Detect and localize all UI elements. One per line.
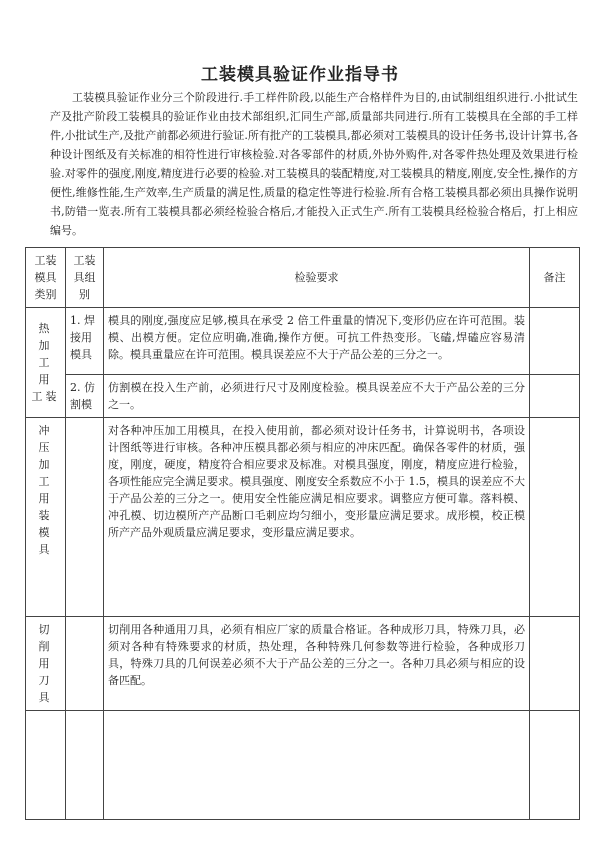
category-press-dies: 冲 压 加 工 用 装 模 具 — [26, 418, 66, 617]
category-cutting-tools: 切 削 用 刀 具 — [26, 617, 66, 711]
table-header-row — [26, 248, 580, 308]
group-cutting-tools — [66, 617, 104, 711]
inspection-table — [25, 247, 580, 820]
category-hot-work: 热 加 工 用 工装 — [26, 308, 66, 418]
table-row — [26, 308, 580, 375]
group-press-dies — [66, 418, 104, 617]
remark-profile-cutting — [530, 375, 580, 418]
group-welding-fixture: 1. 焊接用模具 — [66, 308, 104, 375]
intro-paragraph: 工装模具验证作业分三个阶段进行.手工样件阶段,以能生产合格样件为目的,由试制组组织进行.小批试生产及批产阶段工装模具的验证作业由技术部组织,汇同生产部,质量部共同进行.所有工装模具在全部的手工样件,小批试生产,及批产前都必须进行验证.所有批产的工装模具,都必须对工装模具的设计任务书,设计计算书,各种设计图纸及有关标准的相符性进行审核检验.对各零部件的材质,外协外购件,对各零件热处理及效果进行检验.对零件的强度,刚度,精度进行必要的检验.对工装模具的装配精度,对工装模具的精度,刚度,安全性,操作的方便性,维修性能,生产效率,生产质量的满足性,质量的稳定性等进行检验.所有合格工装模具都必须出具操作说明书,防错一览表.所有工装模具都必须经检验合格后,才能投入正式生产.所有工装模具经检验合格后，打上相应编号。 — [50, 91, 578, 237]
document-title: 工装模具验证作业指导书 — [201, 65, 399, 85]
table-row — [26, 418, 580, 617]
table-row-empty — [26, 711, 580, 820]
empty-cell — [104, 711, 530, 820]
requirement-cutting-tools: 切削用各种通用刀具，必须有相应厂家的质量合格证。各种成形刀具，特殊刀具，必须对各种有特殊要求的材质，热处理，各种特殊几何参数等进行检验，各种成形刀具，特殊刀具的几何误差必须不大于产品公差的三分之一。各种刀具必须与相应的设备匹配。 — [104, 617, 530, 711]
header-remark: 备注 — [530, 248, 580, 308]
requirement-profile-cutting: 仿割模在投入生产前，必须进行尺寸及刚度检验。模具误差应不大于产品公差的三分之一。 — [104, 375, 530, 418]
table-row — [26, 617, 580, 711]
requirement-welding-fixture: 模具的刚度,强度应足够,模具在承受 2 倍工件重量的情况下,变形仍应在许可范围。装模、出模方便。定位应明确,准确,操作方便。可抗工件热变形。飞磕,焊磕应容易清除。模具重量应在许可范围。模具误差应不大于产品公差的三分之一。 — [104, 308, 530, 375]
empty-cell — [26, 711, 66, 820]
header-category: 工装模具类别 — [26, 248, 66, 308]
empty-cell — [66, 711, 104, 820]
table-row — [26, 375, 580, 418]
header-group: 工装具组别 — [66, 248, 104, 308]
header-requirement: 检验要求 — [104, 248, 530, 308]
remark-cutting-tools — [530, 617, 580, 711]
remark-welding-fixture — [530, 308, 580, 375]
group-profile-cutting: 2. 仿割模 — [66, 375, 104, 418]
empty-cell — [530, 711, 580, 820]
requirement-press-dies: 对各种冲压加工用模具，在投入使用前，都必须对设计任务书，计算说明书，各项设计图纸等进行审核。各种冲压模具都必须与相应的冲床匹配。确保各零件的材质，强度，刚度，硬度，精度符合相应要求及标准。对模具强度，刚度，精度应进行检验，各项性能应完全满足要求。模具强度、刚度安全系数应不小于 1.5，模具的误差应不大于产品公差的三分之一。使用安全性能应满足相应要求。调整应方便可靠。落料模、冲孔模、切边模所产产品断口毛刺应均匀细小，变形量应满足要求。成形模，校正模所产产品外观质量应满足要求，变形量应满足要求。 — [104, 418, 530, 617]
remark-press-dies — [530, 418, 580, 617]
